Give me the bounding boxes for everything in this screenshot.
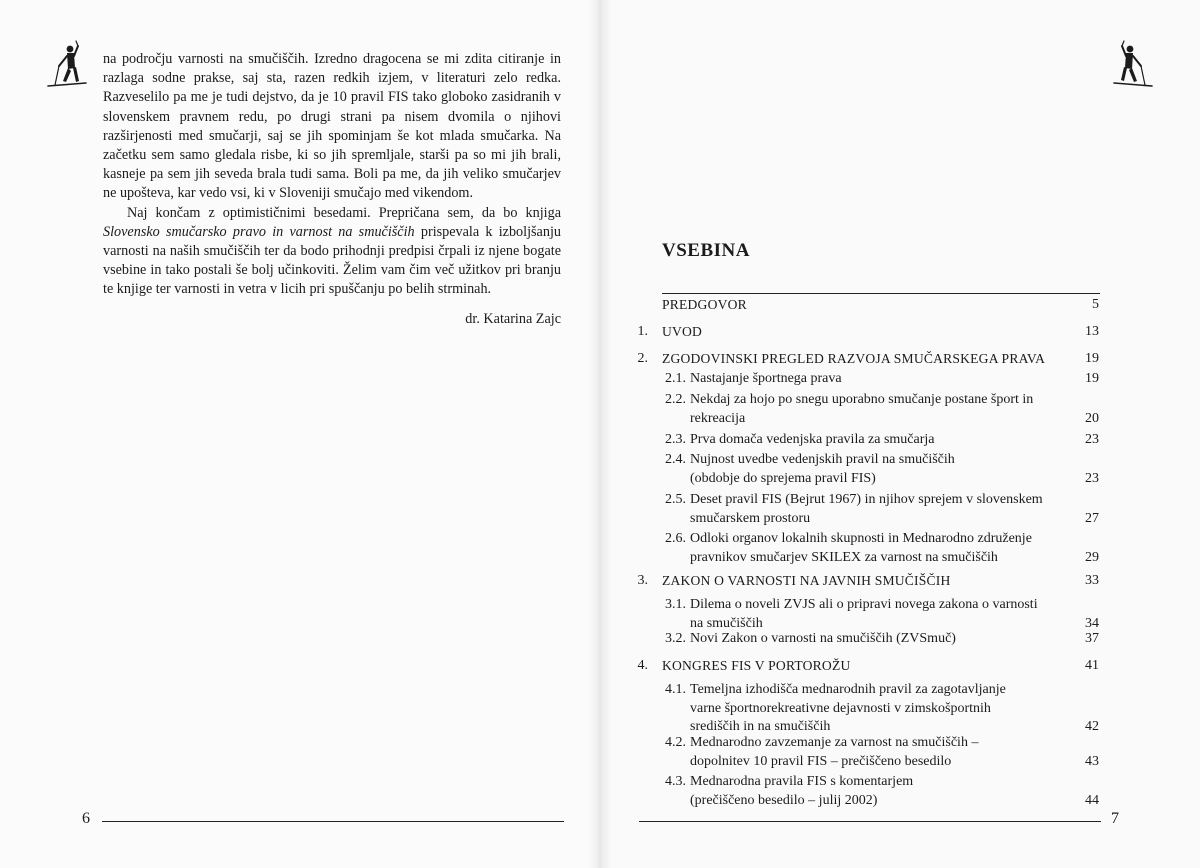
toc-entry (0, 431, 1200, 450)
toc-entry-title: Dilema o noveli ZVJS ali o pripravi novega zakona o varnosti (690, 597, 1038, 612)
toc-entry (0, 391, 1200, 428)
toc-entry-title: ZAKON O VARNOSTI NA JAVNIH SMUČIŠČIH (662, 573, 951, 588)
toc-entry-page: 44 (1085, 792, 1099, 808)
toc-entry-page: 33 (1085, 573, 1099, 588)
toc-entry-number: 3. (637, 573, 648, 588)
toc-entry-title: (obdobje do sprejema pravil FIS) (690, 470, 876, 486)
toc-entry (0, 491, 1200, 528)
toc-entry-page: 13 (1085, 324, 1099, 339)
toc-entry (0, 681, 1200, 737)
toc-entry (0, 370, 1200, 389)
signature: dr. Katarina Zajc (465, 310, 561, 327)
contents-title: VSEBINA (662, 240, 750, 261)
toc-entry-page: 29 (1085, 549, 1099, 565)
toc-entry (0, 530, 1200, 567)
toc-entry-number: 3.2. (665, 631, 686, 646)
toc-entry-page: 23 (1085, 432, 1099, 447)
toc-entry-number: 2.5. (665, 492, 686, 507)
toc-entry-title: Nujnost uvedbe vedenjskih pravil na smučiščih (690, 452, 955, 467)
toc-entry-title: Nekdaj za hojo po snegu uporabno smučanje postane šport in (690, 392, 1034, 407)
toc-entry (0, 630, 1200, 649)
toc-entry-number: 4. (637, 658, 648, 673)
toc-entry-number: 3.1. (665, 597, 686, 612)
toc-entry-title: Mednarodno zavzemanje za varnost na smučiščih – (690, 735, 979, 750)
closing-text-start: Naj končam z optimističnimi besedami. Prepričana sem, da bo knjiga (127, 204, 561, 221)
closing-text-end: prispevala k izboljšanju varnosti na naših smučiščih ter da bodo prihodnji predpisi črpali iz njene bogate vsebine in tako postali še bolj učinkoviti. Želim vam čim več užitkov pri branju te knjige ter varnosti in vetra v licih pri spuščanju po belih strminah. (103, 223, 561, 298)
toc-entry-title: smučarskem prostoru (690, 510, 811, 526)
toc-entry-page: 23 (1085, 470, 1099, 486)
toc-entry-title: Novi Zakon o varnosti na smučiščih (ZVSmuč) (690, 631, 956, 646)
toc-entry-title: (prečiščeno besedilo – julij 2002) (690, 792, 878, 808)
toc-entry-number: 4.1. (665, 682, 686, 697)
toc-entry-title: KONGRES FIS V PORTOROŽU (662, 658, 851, 673)
toc-entry-page: 34 (1085, 615, 1099, 631)
toc-entry-page: 19 (1085, 351, 1099, 366)
toc-entry-number: 4.2. (665, 735, 686, 750)
toc-entry-title: rekreacija (690, 410, 746, 426)
toc-entry-number: 2.6. (665, 531, 686, 546)
toc-entry-number: 2.1. (665, 371, 686, 386)
toc-entry-title: UVOD (662, 324, 703, 339)
book-title-italic: Slovensko smučarsko pravo in varnost na smučiščih (103, 223, 415, 240)
toc-entry-page: 19 (1085, 371, 1099, 386)
toc-entry (0, 451, 1200, 488)
toc-entry-title: središčih in na smučiščih (690, 719, 831, 734)
toc-entry (0, 657, 1200, 676)
foreword-paragraph: na področju varnosti na smučiščih. Izredno dragocena se mi zdita citiranje in razlaga sodne prakse, saj sta, razen redkih izjem, v literaturi zelo redka. Razveselilo pa me je tudi dejstvo, da je 10 pravil FIS tako globoko zasidranih v slovenskem pravnem redu, po drugi strani pa nisem dvomila o njihovi razširjenosti med smučarji, saj se jih spominjam še kot mlada smučarka. Na začetku sem samo gledala risbe, ki so jih spremljale, starši pa so mi jih brali, kasneje pa sem jih seveda brala tudi sama. Boli pa me, da jih veliko smučarjev ne upošteva, kar vedo vsi, ki v Sloveniji smučajo med vikendom. (103, 51, 561, 202)
toc-entry (0, 323, 1200, 342)
toc-entry-page: 20 (1085, 410, 1099, 426)
toc-entry-page: 37 (1085, 631, 1099, 646)
toc-entry-title: Mednarodna pravila FIS s komentarjem (690, 774, 914, 789)
toc-entry-title: Prva domača vedenjska pravila za smučarja (690, 432, 935, 447)
toc-entry-number: 2.2. (665, 392, 686, 407)
toc-entry-title: PREDGOVOR (662, 297, 747, 312)
toc-entry (0, 296, 1200, 315)
toc-entry-number: 4.3. (665, 774, 686, 789)
page-number-right: 7 (1111, 810, 1119, 827)
toc-entry-title: Deset pravil FIS (Bejrut 1967) in njihov sprejem v slovenskem (690, 492, 1043, 507)
toc-entry (0, 350, 1200, 369)
toc-entry-number: 1. (637, 324, 648, 339)
toc-entry-title: Temeljna izhodišča mednarodnih pravil za zagotavljanje (690, 682, 1006, 697)
toc-entry-page: 43 (1085, 753, 1099, 769)
toc-entry-title: varne športnorekreativne dejavnosti v zimskošportnih (690, 700, 991, 716)
toc-entry-page: 41 (1085, 658, 1099, 673)
page-number-left: 6 (82, 810, 90, 827)
toc-entry (0, 572, 1200, 591)
toc-entry-title: pravnikov smučarjev SKILEX za varnost na smučiščih (690, 549, 998, 565)
toc-entry-title: dopolnitev 10 pravil FIS – prečiščeno besedilo (690, 753, 952, 769)
toc-entry (0, 773, 1200, 810)
toc-entry-title: Odloki organov lokalnih skupnosti in Mednarodno združenje (690, 531, 1032, 546)
toc-entry-title: ZGODOVINSKI PREGLED RAZVOJA SMUČARSKEGA PRAVA (662, 351, 1046, 366)
toc-entry-number: 2.4. (665, 452, 686, 467)
toc-entry-number: 2. (637, 351, 648, 366)
toc-entry (0, 734, 1200, 771)
toc-entry-page: 27 (1085, 510, 1099, 526)
toc-entry-title: na smučiščih (690, 615, 763, 631)
toc-entry (0, 596, 1200, 633)
toc-entry-page: 42 (1085, 719, 1099, 734)
toc-entry-number: 2.3. (665, 432, 686, 447)
toc-entry-title: Nastajanje športnega prava (690, 371, 842, 386)
toc-entry-page: 5 (1092, 297, 1099, 312)
